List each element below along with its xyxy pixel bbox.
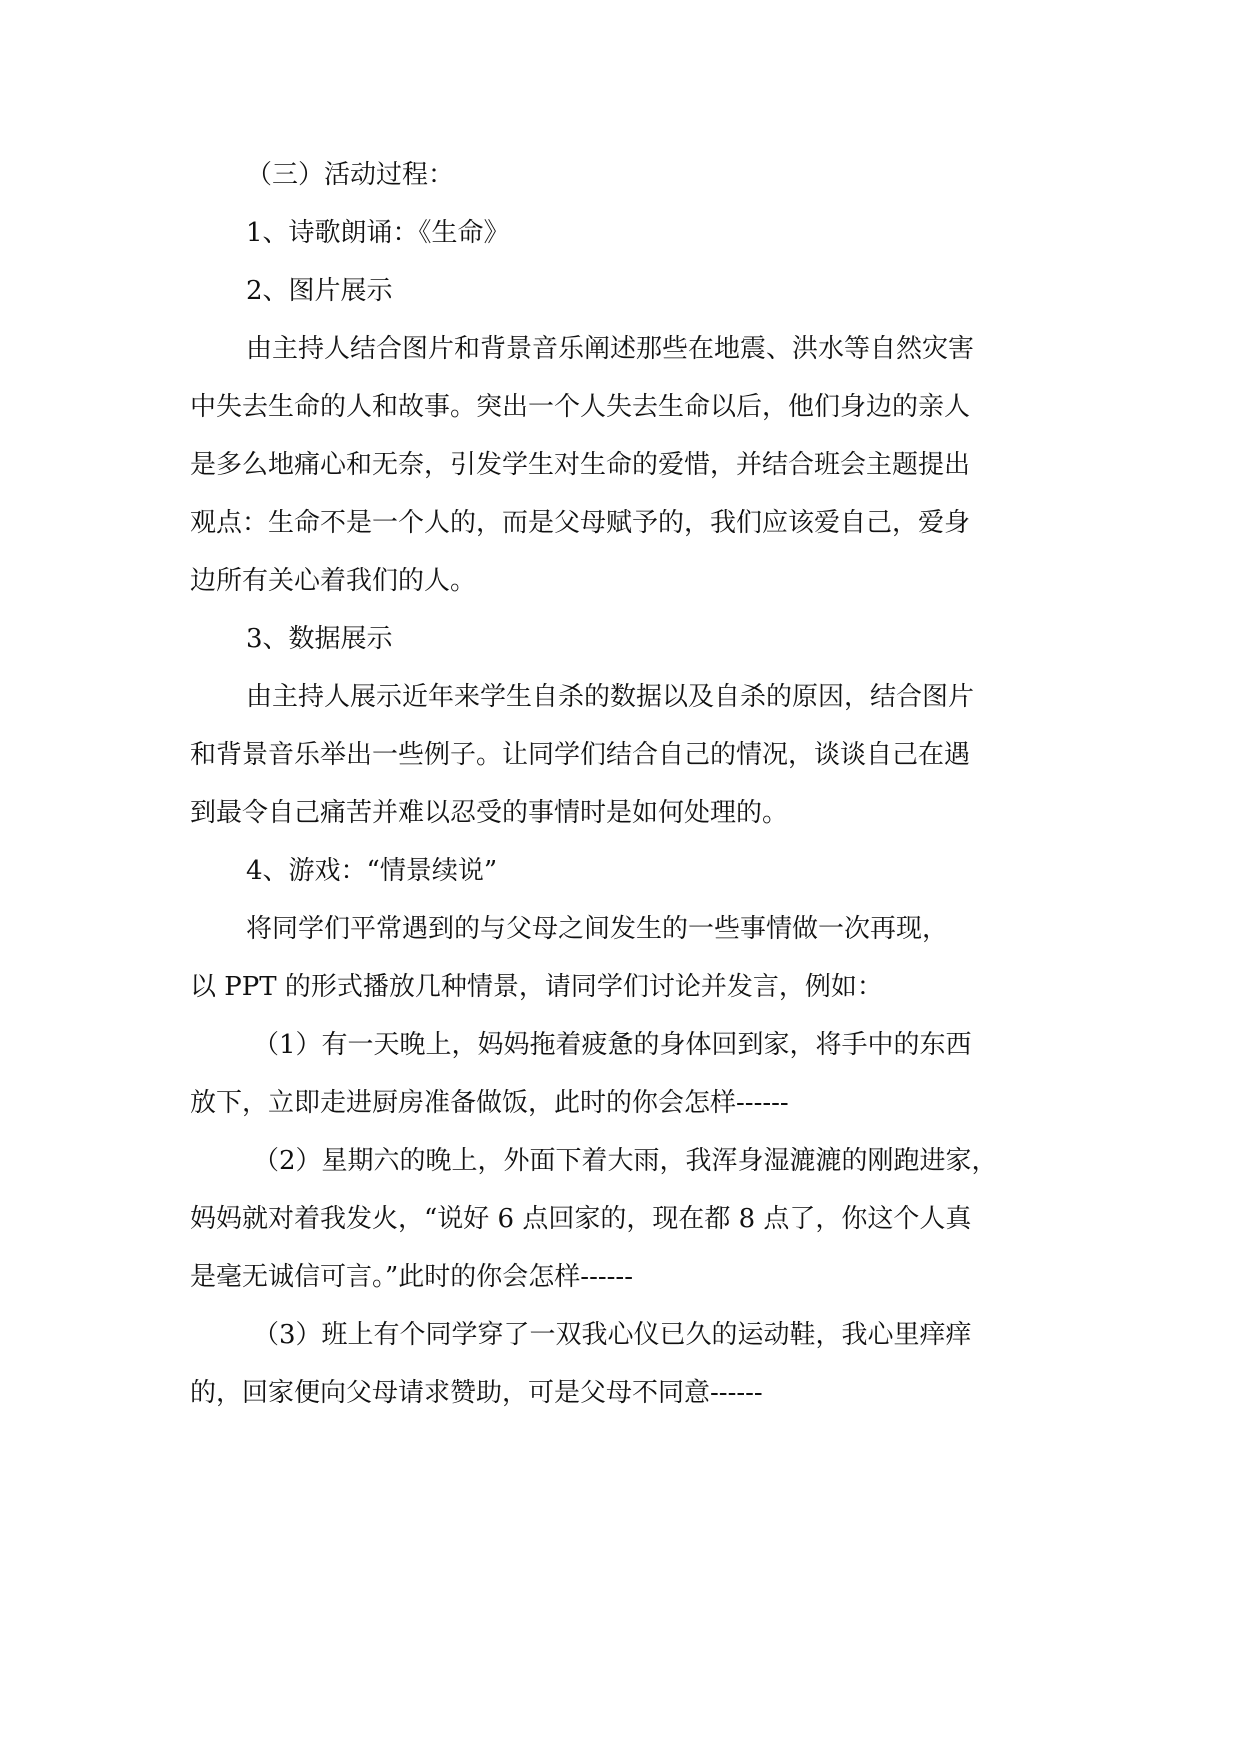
item-2-picture-display: 2、图片展示 — [246, 276, 393, 306]
paragraph-line: 将同学们平常遇到的与父母之间发生的一些事情做一次再现， — [246, 914, 949, 944]
paragraph-line: 中失去生命的人和故事。突出一个人失去生命以后，他们身边的亲人 — [190, 392, 971, 422]
scenario-1-line: 放下，立即走进厨房准备做饭，此时的你会怎样------ — [190, 1088, 789, 1118]
section-heading: （三）活动过程： — [246, 160, 455, 190]
scenario-3-line: （3）班上有个同学穿了一双我心仪已久的运动鞋，我心里痒痒 — [253, 1320, 972, 1350]
scenario-2-line: 是毫无诚信可言。”此时的你会怎样------ — [190, 1262, 634, 1292]
paragraph-line: 由主持人展示近年来学生自杀的数据以及自杀的原因，结合图片 — [246, 682, 975, 712]
paragraph-line: 和背景音乐举出一些例子。让同学们结合自己的情况，谈谈自己在遇 — [190, 740, 971, 770]
item-3-data-display: 3、数据展示 — [246, 624, 393, 654]
paragraph-line: 边所有关心着我们的人。 — [190, 566, 477, 596]
paragraph-line: 以 PPT 的形式播放几种情景，请同学们讨论并发言，例如： — [190, 972, 883, 1002]
paragraph-line: 由主持人结合图片和背景音乐阐述那些在地震、洪水等自然灾害 — [246, 334, 975, 364]
scenario-1-line: （1）有一天晚上，妈妈拖着疲惫的身体回到家，将手中的东西 — [253, 1030, 972, 1060]
item-1-poetry-recitation: 1、诗歌朗诵：《生命》 — [246, 218, 510, 248]
paragraph-line: 观点：生命不是一个人的，而是父母赋予的，我们应该爱自己，爱身 — [190, 508, 971, 538]
paragraph-line: 到最令自己痛苦并难以忍受的事情时是如何处理的。 — [190, 798, 789, 828]
item-4-game: 4、游戏：“情景续说” — [246, 856, 498, 886]
scenario-2-line: 妈妈就对着我发火，“说好 6 点回家的，现在都 8 点了，你这个人真 — [190, 1204, 972, 1234]
paragraph-line: 是多么地痛心和无奈，引发学生对生命的爱惜，并结合班会主题提出 — [190, 450, 971, 480]
scenario-2-line: （2）星期六的晚上，外面下着大雨，我浑身湿漉漉的刚跑进家， — [253, 1146, 998, 1176]
scenario-3-line: 的，回家便向父母请求赞助，可是父母不同意------ — [190, 1378, 763, 1408]
